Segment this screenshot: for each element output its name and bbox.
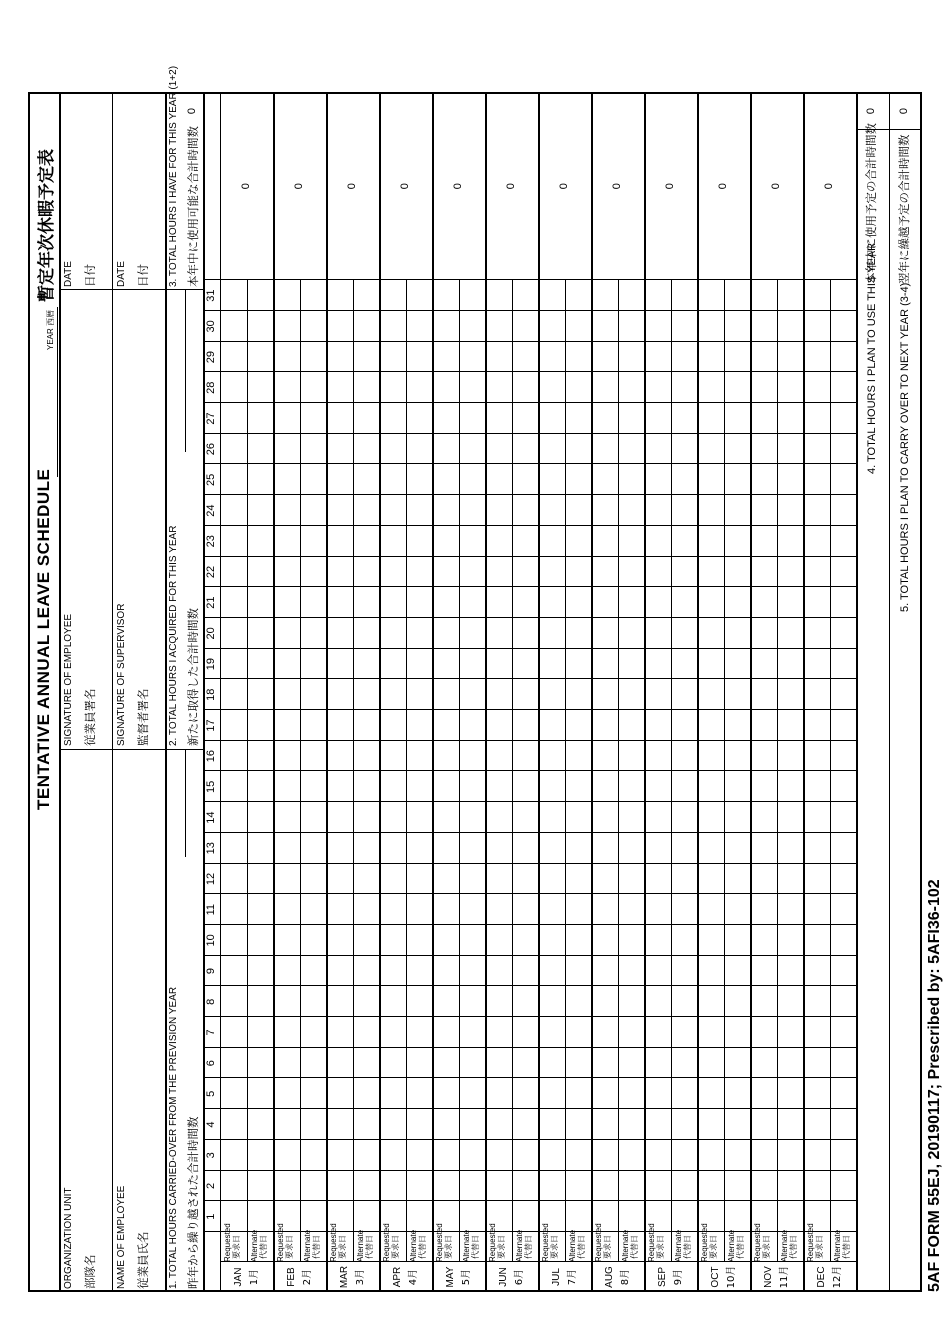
form-footer: 5AF FORM 55EJ, 20190117; Prescribed by: 5AFI36-102 <box>926 879 943 1292</box>
hours-3-label-jp: 本年中に使用可能な合計時間数 <box>186 126 200 287</box>
month-label-en: JUN <box>497 1267 509 1287</box>
total-5-value: 0 <box>898 107 910 115</box>
hours-1-label-jp: 昨年から繰り越された合計時間数 <box>186 1116 200 1289</box>
hours-2-label-jp: 新たに取得した合計時間数 <box>186 608 200 746</box>
day-column-line <box>203 1200 856 1201</box>
row-separator <box>406 280 407 1262</box>
day-column-line <box>203 464 856 465</box>
day-column-line <box>203 1139 856 1140</box>
month-total-value: 0 <box>398 183 411 190</box>
row-type-jp: 要求日 <box>232 1235 241 1259</box>
month-separator <box>326 92 328 1292</box>
day-number: 20 <box>205 627 217 640</box>
month-label-jp: 3月 <box>354 1268 366 1286</box>
day-number: 26 <box>205 443 217 456</box>
month-label-jp: 12月 <box>831 1265 843 1289</box>
row-type-en: Alternate <box>408 1229 418 1262</box>
day-number: 18 <box>205 688 217 701</box>
month-label-en: NOV <box>762 1266 774 1288</box>
day-number: 21 <box>205 596 217 609</box>
row-separator <box>512 280 513 1262</box>
day-column-line <box>203 955 856 956</box>
hours-1-field-line <box>185 750 186 857</box>
month-label-en: JUL <box>550 1268 562 1286</box>
hours-2-field-line <box>185 290 186 452</box>
month-total-value: 0 <box>716 183 729 190</box>
total-4-label-jp: 本年中に使用予定の合計時間数 <box>864 123 878 284</box>
day-number: 6 <box>205 1060 217 1067</box>
row-type-jp: 要求日 <box>709 1235 718 1259</box>
day-column-line <box>203 494 856 495</box>
day-number: 1 <box>205 1213 217 1220</box>
day-column-line <box>203 1047 856 1048</box>
hours-divider-2 <box>165 289 203 290</box>
day-column-line <box>203 648 856 649</box>
month-separator <box>591 92 593 1292</box>
month-label-jp: 10月 <box>725 1265 737 1289</box>
row-type-jp: 要求日 <box>656 1235 665 1259</box>
day-number: 10 <box>205 934 217 947</box>
day-number: 24 <box>205 504 217 517</box>
date-label-2: DATE <box>116 261 127 287</box>
sig-supervisor-label: SIGNATURE OF SUPERVISOR <box>116 603 127 746</box>
row-type-jp: 代替日 <box>523 1235 533 1259</box>
totals-top <box>856 92 858 1292</box>
day-number: 15 <box>205 780 217 793</box>
row-type-en: Requested <box>753 1223 762 1262</box>
month-label-en: MAY <box>444 1266 456 1288</box>
year-label: YEAR 西暦 <box>46 309 55 350</box>
month-total-value: 0 <box>822 183 835 190</box>
month-label-jp: 4月 <box>407 1268 419 1286</box>
month-total-value: 0 <box>451 183 464 190</box>
row-type-en: Alternate <box>726 1229 736 1262</box>
month-total-value: 0 <box>292 183 305 190</box>
row-type-en: Alternate <box>302 1229 312 1262</box>
row-type-en: Requested <box>435 1223 444 1262</box>
day-number: 14 <box>205 811 217 824</box>
employee-name-label-jp: 従業員氏名 <box>136 1231 150 1289</box>
row-type-en: Requested <box>541 1223 550 1262</box>
row-type-en: Alternate <box>567 1229 577 1262</box>
row-separator <box>247 280 248 1262</box>
sig-employee-label: SIGNATURE OF EMPLOYEE <box>63 613 74 746</box>
month-label-jp: 1月 <box>248 1268 260 1286</box>
month-label-en: AUG <box>603 1266 615 1288</box>
row-type-jp: 代替日 <box>417 1235 427 1259</box>
day-number: 7 <box>205 1029 217 1036</box>
month-label-jp: 5月 <box>460 1268 472 1286</box>
month-separator <box>750 92 752 1292</box>
day-number: 4 <box>205 1121 217 1128</box>
month-total-value: 0 <box>769 183 782 190</box>
row-type-en: Alternate <box>620 1229 630 1262</box>
day-number: 11 <box>205 903 217 916</box>
row-separator <box>459 280 460 1262</box>
day-number: 8 <box>205 998 217 1005</box>
day-number: 9 <box>205 968 217 975</box>
month-separator <box>644 92 646 1292</box>
month-separator <box>432 92 434 1292</box>
month-label-jp: 8月 <box>619 1268 631 1286</box>
day-number: 28 <box>205 381 217 394</box>
total-5-label-jp: 翌年に繰越予定の合計時間数 <box>897 134 911 284</box>
month-label-en: APR <box>391 1266 403 1288</box>
month-label-jp: 6月 <box>513 1268 525 1286</box>
day-column-line <box>203 1108 856 1109</box>
day-number: 23 <box>205 535 217 548</box>
hours-3-label: 3. TOTAL HOURS I HAVE FOR THIS YEAR (1+2) <box>168 65 179 287</box>
row-type-en: Alternate <box>249 1229 259 1262</box>
row-type-jp: 要求日 <box>762 1235 771 1259</box>
row-type-jp: 要求日 <box>285 1235 294 1259</box>
month-label-en: SEP <box>656 1267 668 1288</box>
month-total-value: 0 <box>610 183 623 190</box>
month-separator <box>273 92 275 1292</box>
row-type-en: Alternate <box>461 1229 471 1262</box>
row-type-jp: 代替日 <box>682 1235 692 1259</box>
day-number: 16 <box>205 750 217 763</box>
month-label-jp: 9月 <box>672 1268 684 1286</box>
month-label-en: OCT <box>709 1266 721 1288</box>
day-number: 31 <box>205 289 217 302</box>
day-column-line <box>203 341 856 342</box>
month-label-en: FEB <box>285 1267 297 1287</box>
hours-row-top <box>165 92 167 1292</box>
row-separator <box>671 280 672 1262</box>
day-number: 12 <box>205 872 217 886</box>
month-total-value: 0 <box>663 183 676 190</box>
row-type-jp: 要求日 <box>497 1235 506 1259</box>
month-total-value: 0 <box>504 183 517 190</box>
row-type-jp: 代替日 <box>841 1235 851 1259</box>
row-separator <box>830 280 831 1262</box>
row-type-jp: 代替日 <box>735 1235 745 1259</box>
day-column-line <box>203 709 856 710</box>
day-number: 13 <box>205 842 217 855</box>
month-separator <box>538 92 540 1292</box>
org-unit-label: ORGANIZATION UNIT <box>63 1187 74 1289</box>
row-type-en: Requested <box>276 1223 285 1262</box>
row-type-en: Alternate <box>514 1229 524 1262</box>
title-rule <box>59 92 61 1292</box>
day-number: 25 <box>205 473 217 486</box>
month-separator <box>379 92 381 1292</box>
row-type-jp: 要求日 <box>550 1235 559 1259</box>
hours-1-label: 1. TOTAL HOURS CARRIED-OVER FROM THE PREVISION YEAR <box>168 986 179 1289</box>
day-column-line <box>203 556 856 557</box>
day-number: 5 <box>205 1090 217 1097</box>
month-total-value: 0 <box>557 183 570 190</box>
month-label-jp: 11月 <box>778 1265 790 1289</box>
row-separator <box>618 280 619 1262</box>
month-label-en: MAR <box>338 1265 350 1289</box>
total-4-label: 4. TOTAL HOURS I PLAN TO USE THIS YEAR <box>866 242 878 474</box>
date-label-2-jp: 日付 <box>136 264 150 287</box>
hours-2-label: 2. TOTAL HOURS I ACQUIRED FOR THIS YEAR <box>168 525 179 746</box>
row-type-en: Requested <box>488 1223 497 1262</box>
row-type-jp: 代替日 <box>258 1235 268 1259</box>
month-separator <box>803 92 805 1292</box>
year-line <box>57 307 58 477</box>
day-column-line <box>203 801 856 802</box>
day-header-bottom <box>220 92 221 1292</box>
date-label-1: DATE <box>63 261 74 287</box>
day-column-line <box>203 1016 856 1017</box>
month-label-jp: 7月 <box>566 1268 578 1286</box>
day-column-line <box>203 525 856 526</box>
row-type-en: Requested <box>382 1223 391 1262</box>
day-column-line <box>203 924 856 925</box>
org-unit-label-jp: 部隊名 <box>83 1254 97 1289</box>
row-separator <box>353 280 354 1262</box>
row-type-en: Requested <box>329 1223 338 1262</box>
hours-3-value: 0 <box>186 107 198 115</box>
day-column-line <box>203 832 856 833</box>
row-separator <box>777 280 778 1262</box>
row-type-jp: 要求日 <box>444 1235 453 1259</box>
day-number: 2 <box>205 1182 217 1190</box>
row-type-en: Requested <box>806 1223 815 1262</box>
day-column-line <box>203 740 856 741</box>
row-type-en: Alternate <box>673 1229 683 1262</box>
month-separator <box>697 92 699 1292</box>
form-title: TENTATIVE ANNUAL LEAVE SCHEDULE <box>34 468 53 810</box>
row-type-jp: 要求日 <box>815 1235 824 1259</box>
day-column-line <box>203 617 856 618</box>
row-separator <box>300 280 301 1262</box>
row-type-jp: 代替日 <box>576 1235 586 1259</box>
row-type-jp: 要求日 <box>603 1235 612 1259</box>
row-type-jp: 代替日 <box>470 1235 480 1259</box>
total-4-value: 0 <box>865 107 877 115</box>
day-number: 30 <box>205 320 217 333</box>
date-label-1-jp: 日付 <box>83 264 97 287</box>
row-type-en: Alternate <box>355 1229 365 1262</box>
row-type-en: Requested <box>700 1223 709 1262</box>
total-5-label: 5. TOTAL HOURS I PLAN TO CARRY OVER TO NEXT YEAR (3-4) <box>899 282 911 612</box>
day-number: 17 <box>205 719 217 732</box>
row-separator <box>565 280 566 1262</box>
row-type-jp: 代替日 <box>311 1235 321 1259</box>
row-type-en: Requested <box>594 1223 603 1262</box>
day-column-line <box>203 371 856 372</box>
day-column-line <box>203 586 856 587</box>
day-column-line <box>203 985 856 986</box>
month-label-jp: 2月 <box>301 1268 313 1286</box>
header-row-rule <box>112 92 113 1292</box>
month-label-en: DEC <box>815 1266 827 1288</box>
row-type-jp: 代替日 <box>629 1235 639 1259</box>
totals-divider <box>889 92 890 1292</box>
employee-name-label: NAME OF EMPLOYEE <box>116 1185 127 1289</box>
row-type-en: Requested <box>647 1223 656 1262</box>
sig-employee-label-jp: 従業員署名 <box>83 688 97 746</box>
row-type-en: Alternate <box>832 1229 842 1262</box>
day-number: 19 <box>205 657 217 671</box>
day-column-line <box>203 433 856 434</box>
row-type-en: Requested <box>223 1223 232 1262</box>
month-total-value: 0 <box>239 183 252 190</box>
day-column-line <box>203 678 856 679</box>
day-number: 29 <box>205 350 217 364</box>
form-frame <box>28 92 922 1292</box>
day-column-line <box>203 893 856 894</box>
day-column-line <box>203 310 856 311</box>
month-label-en: JAN <box>232 1267 244 1287</box>
day-column-line <box>203 402 856 403</box>
day-number: 27 <box>205 412 217 425</box>
row-separator <box>724 280 725 1262</box>
row-type-en: Alternate <box>779 1229 789 1262</box>
day-number: 22 <box>205 565 217 579</box>
day-number: 3 <box>205 1152 217 1159</box>
hours-divider-1 <box>165 749 203 750</box>
day-column-line <box>203 771 856 772</box>
day-column-line <box>203 1078 856 1079</box>
row-type-jp: 要求日 <box>338 1235 347 1259</box>
form-title-jp: 暫定年次休暇予定表 <box>37 149 57 302</box>
row-type-jp: 代替日 <box>788 1235 798 1259</box>
month-total-value: 0 <box>345 183 358 190</box>
month-separator <box>485 92 487 1292</box>
day-column-line <box>203 863 856 864</box>
row-type-jp: 代替日 <box>364 1235 374 1259</box>
row-type-jp: 要求日 <box>391 1235 400 1259</box>
day-column-line <box>203 1170 856 1171</box>
sig-supervisor-label-jp: 監督者署名 <box>136 688 150 746</box>
